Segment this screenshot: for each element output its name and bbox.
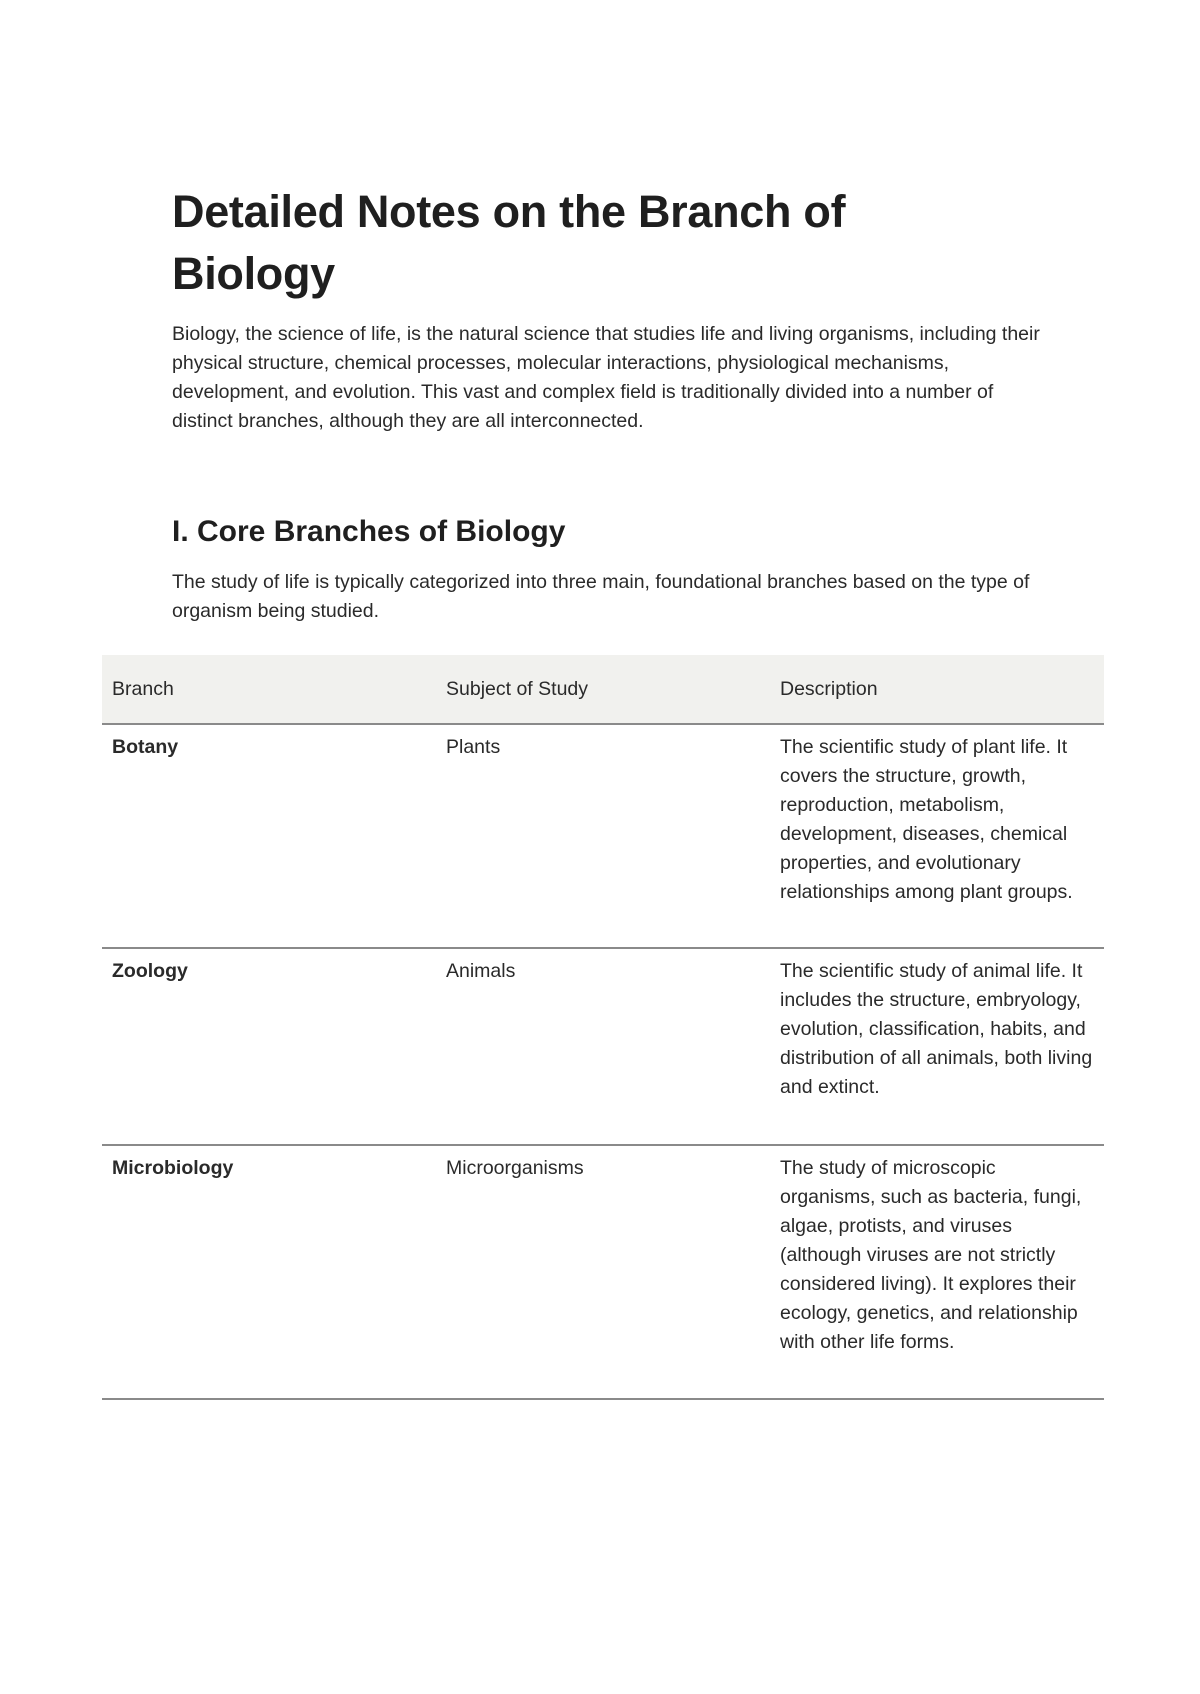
table-row bbox=[102, 1145, 1104, 1399]
description-cell: The study of microscopic organisms, such as bacteria, fungi, algae, protists, and viruses (although viruses are not strictly considered living). It explores their ecology, genetics, and relationship with other life forms. bbox=[770, 1145, 1104, 1399]
section-heading-core-branches: I. Core Branches of Biology bbox=[172, 515, 566, 548]
column-header-subject: Subject of Study bbox=[436, 655, 770, 724]
description-cell: The scientific study of animal life. It includes the structure, embryology, evolution, classification, habits, and distribution of all animals, both living and extinct. bbox=[770, 948, 1104, 1145]
page-title: Detailed Notes on the Branch of Biology bbox=[172, 186, 846, 299]
branch-cell: Microbiology bbox=[102, 1145, 436, 1399]
branch-cell: Botany bbox=[102, 724, 436, 948]
table-row bbox=[102, 724, 1104, 948]
section-paragraph: The study of life is typically categorized into three main, foundational branches based on the type of organism being studied. bbox=[172, 571, 1030, 622]
table-header-row bbox=[102, 655, 1104, 724]
subject-cell: Plants bbox=[436, 724, 770, 948]
subject-cell: Microorganisms bbox=[436, 1145, 770, 1399]
column-header-branch: Branch bbox=[102, 655, 436, 724]
intro-paragraph: Biology, the science of life, is the natural science that studies life and living organisms, including their physical structure, chemical processes, molecular interactions, physiological mechanisms, development, and evolution. This vast and complex field is traditionally divided into a number of distinct branches, although they are all interconnected. bbox=[172, 323, 1040, 432]
description-cell: The scientific study of plant life. It covers the structure, growth, reproduction, metabolism, development, diseases, chemical properties, and evolutionary relationships among plant groups. bbox=[770, 724, 1104, 948]
subject-cell: Animals bbox=[436, 948, 770, 1145]
branches-table bbox=[102, 655, 1104, 1400]
branch-cell: Zoology bbox=[102, 948, 436, 1145]
column-header-description: Description bbox=[770, 655, 1104, 724]
table-row bbox=[102, 948, 1104, 1145]
